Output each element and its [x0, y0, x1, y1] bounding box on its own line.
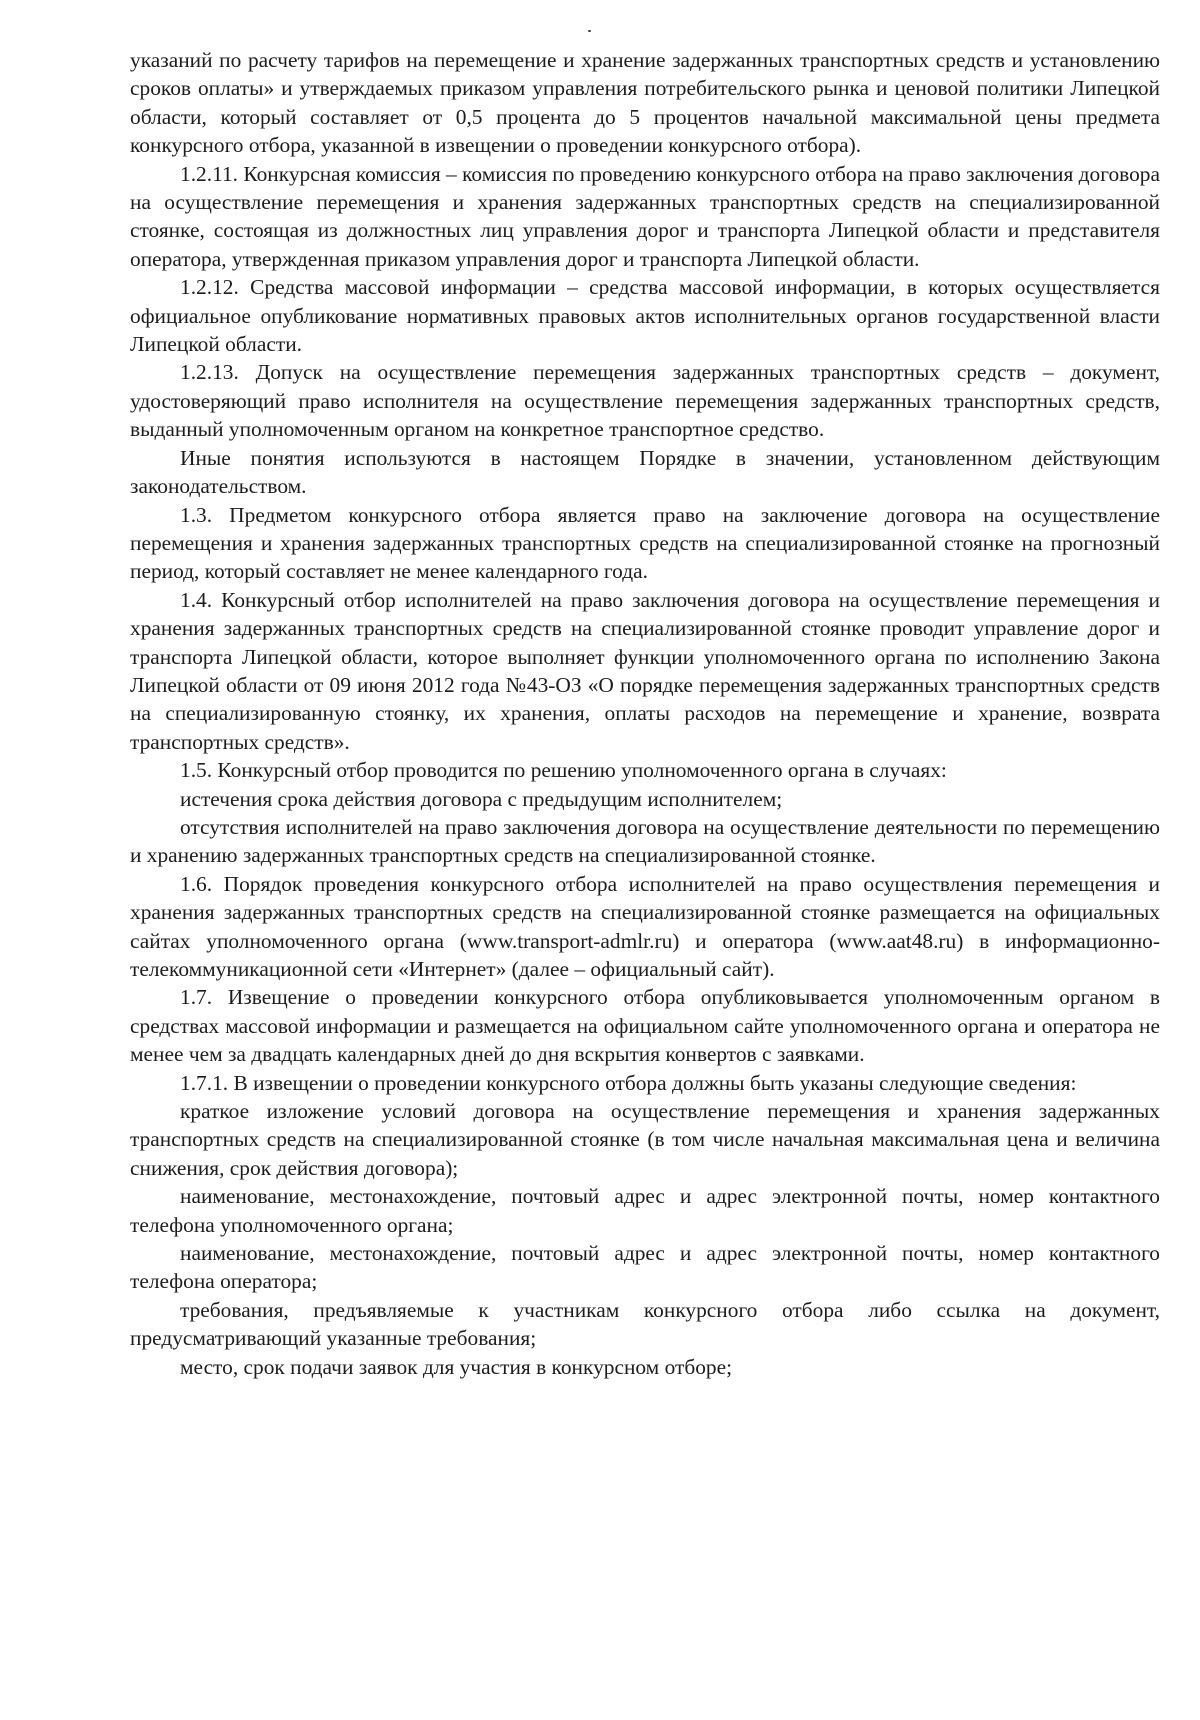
paragraph-continuation: указаний по расчету тарифов на перемещение и хранение задержанных транспортных средств и установлению сроков оплаты» и утверждаемых приказом управления потребительского рынка и ценовой политики Липецкой области, который составляет от 0,5 процента до 5 процентов начальной максимальной цены предмета конкурсного отбора, указанной в извещении о проведении конкурсного отбора).: [130, 48, 1160, 158]
paragraph-1-5-b: отсутствия исполнителей на право заключения договора на осуществление деятельности по перемещению и хранению задержанных транспортных средств на специализированной стоянке.: [130, 814, 1160, 868]
paragraph-1-5: 1.5. Конкурсный отбор проводится по решению уполномоченного органа в случаях:: [180, 758, 947, 783]
paragraph-1-3: 1.3. Предметом конкурсного отбора является право на заключение договора на осуществление перемещения и хранения задержанных транспортных средств на специализированной стоянке на прогнозный период, который составляет не менее календарного года.: [130, 502, 1160, 584]
paragraph-1-2-13: 1.2.13. Допуск на осуществление перемещения задержанных транспортных средств – документ, удостоверяющий право исполнителя на осуществление перемещения задержанных транспортных средств, выданный уполномоченным органом на конкретное транспортное средство.: [130, 360, 1160, 442]
paragraph-1-7-1-e: место, срок подачи заявок для участия в конкурсном отборе;: [180, 1354, 733, 1379]
paragraph-1-5-a: истечения срока действия договора с предыдущим исполнителем;: [180, 786, 783, 811]
paragraph-1-7: 1.7. Извещение о проведении конкурсного отбора опубликовывается уполномоченным органом в средствах массовой информации и размещается на официальном сайте уполномоченного органа и оператора не менее чем за двадцать календарных дней до дня вскрытия конвертов с заявками.: [130, 985, 1160, 1067]
paragraph-1-7-1-c: наименование, местонахождение, почтовый адрес и адрес электронной почты, номер контактного телефона оператора;: [130, 1241, 1160, 1294]
paragraph-1-2-11: 1.2.11. Конкурсная комиссия – комиссия по проведению конкурсного отбора на право заключения договора на осуществление перемещения и хранения задержанных транспортных средств на специализированной стоянке, состоящая из должностных лиц управления дорог и транспорта Липецкой области и представителя оператора, утвержденная приказом управления дорог и транспорта Липецкой области.: [130, 161, 1160, 271]
paragraph-other-terms: Иные понятия используются в настоящем Порядке в значении, установленном действующим законодательством.: [130, 445, 1160, 499]
paragraph-1-2-12: 1.2.12. Средства массовой информации – средства массовой информации, в которых осуществляется официальное опубликование нормативных правовых актов исполнительных органов государственной власти Липецкой области.: [130, 275, 1160, 357]
paragraph-1-7-1-a: краткое изложение условий договора на осуществление перемещения и хранения задержанных транспортных средств на специализированной стоянке (в том числе начальная максимальная цена и величина снижения, срок действия договора);: [130, 1099, 1160, 1180]
paragraph-1-4: 1.4. Конкурсный отбор исполнителей на право заключения договора на осуществление перемещения и хранения задержанных транспортных средств на специализированной стоянке проводит управление дорог и транспорта Липецкой области, которое выполняет функции уполномоченного органа по исполнению Закона Липецкой области от 09 июня 2012 года №43-ОЗ «О порядке перемещения задержанных транспортных средств на специализированную стоянку, их хранения, оплаты расходов на перемещение и хранение, возврата транспортных средств».: [130, 587, 1160, 754]
paragraph-1-7-1-d: требования, предъявляемые к участникам конкурсного отбора либо ссылка на документ, предусматривающий указанные требования;: [130, 1297, 1160, 1351]
paragraph-1-6: 1.6. Порядок проведения конкурсного отбора исполнителей на право осуществления перемещения и хранения задержанных транспортных средств на специализированной стоянке размещается на официальных сайтах уполномоченного органа (www.transport-admlr.ru) и оператора (www.aat48.ru) в информационно-телекоммуникационной сети «Интернет» (далее – официальный сайт).: [130, 871, 1160, 981]
scan-speck: [588, 30, 591, 32]
paragraph-1-7-1: 1.7.1. В извещении о проведении конкурсного отбора должны быть указаны следующие сведения:: [180, 1070, 1077, 1095]
paragraph-1-7-1-b: наименование, местонахождение, почтовый адрес и адрес электронной почты, номер контактного телефона уполномоченного органа;: [130, 1184, 1160, 1237]
document-body: [130, 46, 1160, 1381]
